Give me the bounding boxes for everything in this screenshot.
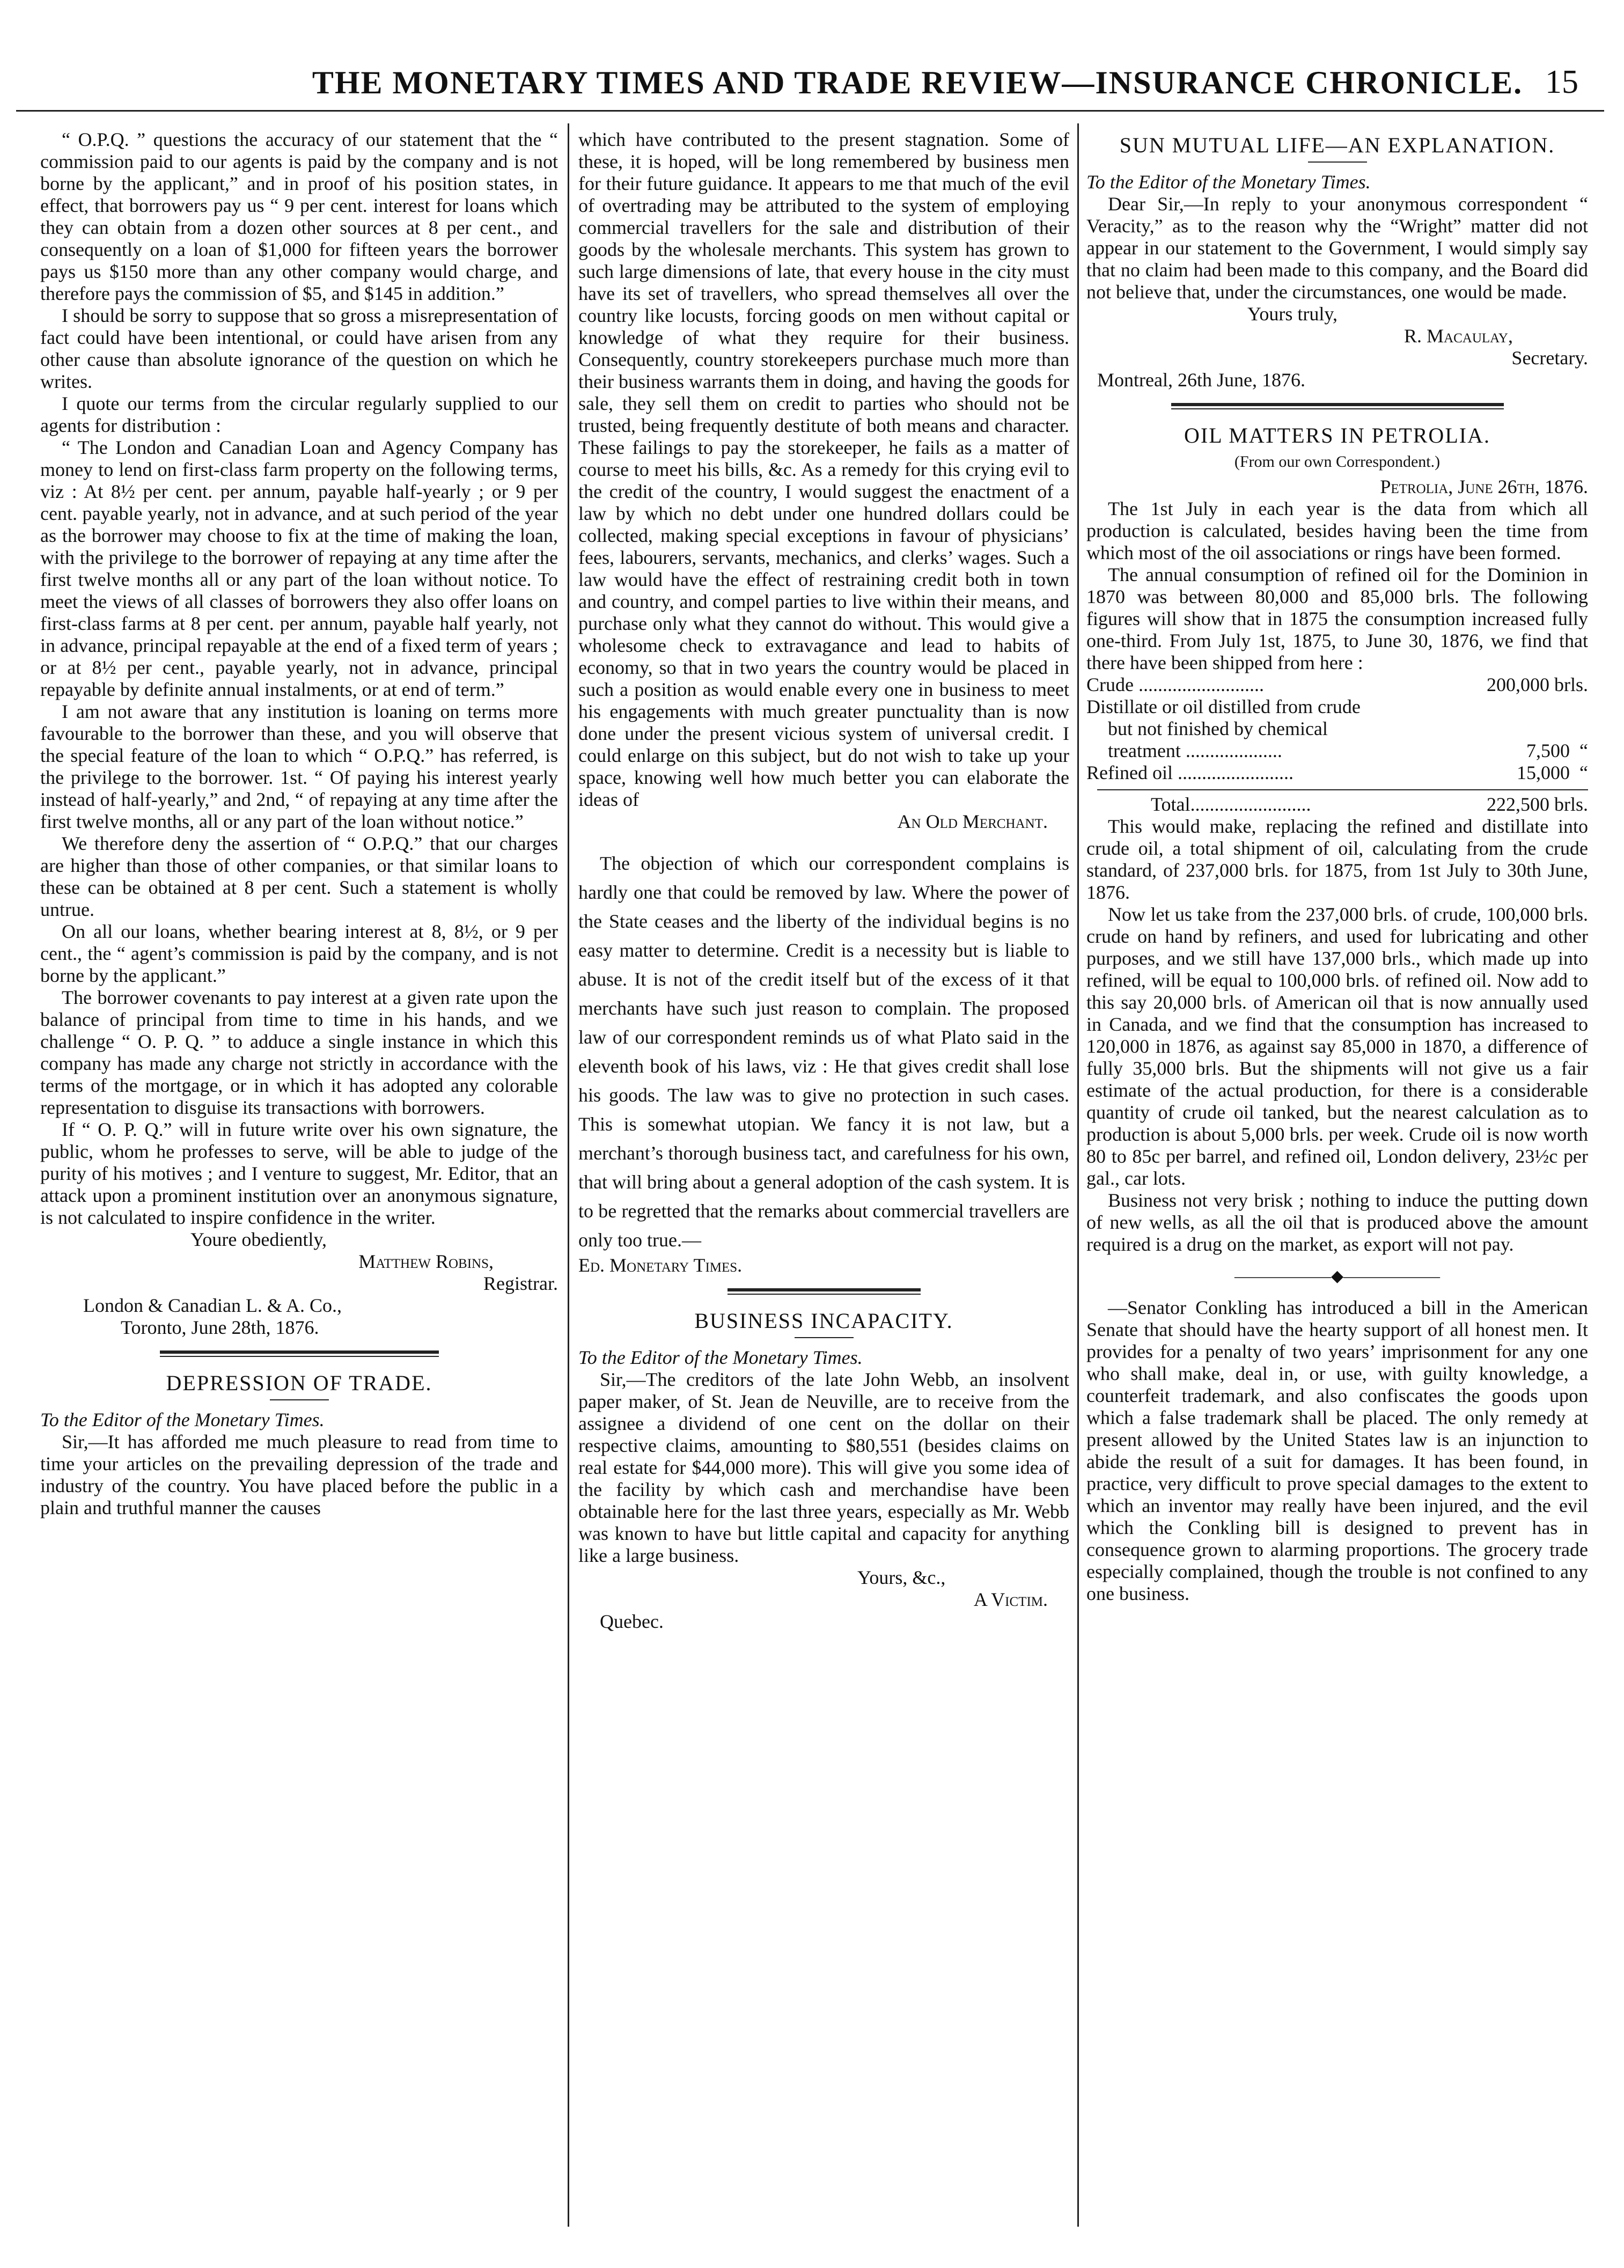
signer-title: Secretary. — [1511, 347, 1588, 369]
table-label: Distillate or oil distilled from crude — [1086, 696, 1361, 717]
place-line: Montreal, 26th June, 1876. — [1097, 369, 1305, 391]
table-row — [1086, 718, 1588, 740]
short-rule — [795, 1337, 854, 1338]
section-rule — [728, 1288, 921, 1295]
column-1 — [40, 129, 558, 1519]
table-value: 200,000 brls. — [1487, 674, 1588, 695]
table-total-row — [1086, 794, 1588, 816]
paragraph: The annual consumption of refined oil for the Dominion in 1870 was between 80,000 and 85,000 brls. The following figures will show that in 1875 the consumption increased fully one-third. From July 1st, 1875, to June 30, 1876, we find that there have been shipped from here : — [1086, 564, 1588, 673]
paragraph: This would make, replacing the refined and distillate into crude oil, a total shipment of oil, calculating from the crude standard, of 237,000 brls. for 1875, from 1st July to 30th June, 1876. — [1086, 816, 1588, 903]
column-divider — [1077, 123, 1079, 2227]
table-row — [1086, 674, 1588, 696]
table-value: 7,500 “ — [1526, 740, 1588, 761]
paragraph: The objection of which our correspondent complains is hardly one that could be removed by law. Where the power of the State ceases and the liberty of the individual begins is no easy matter to determine. Credit is a necessity but is liable to abuse. It is not of the credit itself but of the excess of it that merchants have such just reason to complain. The proposed law of our correspondent reminds us of what Plato said in the eleventh book of his laws, viz : He that gives credit shall lose his goods. The law was to give no protection in such cases. This is somewhat utopian. We fancy it is not law, but a merchant’s thorough business tact, and carefulness for his own, that will bring about a general adoption of the cash system. It is to be regretted that the remarks about commercial travellers are only too true.— — [578, 853, 1069, 1251]
paragraph: Now let us take from the 237,000 brls. of crude, 100,000 brls. crude on hand by refiners, and used for lubricating and other purposes, and we still have 137,000 brls., which made up into refined, will be equal to 100,000 brls. of refined oil. Now add to this say 20,000 brls. of American oil that is now annually used in Canada, and we find that the consumption has increased to 120,000 in 1876, as against say 85,000 in 1870, a difference of fully 35,000 brls. But the shipments will not give us a fair estimate of the actual production, for there is a considerable quantity of crude oil tanked, but the nearest calculation as to production is about 5,000 brls. per week. Crude oil is now worth 80 to 85c per barrel, and refined oil, London delivery, 23½c per gal., car lots. — [1086, 904, 1588, 1189]
paragraph: Sir,—It has afforded me much pleasure to read from time to time your articles on the prevailing depression of the trade and industry of the country. You have placed before the public in a plain and truthful manner the causes — [40, 1431, 558, 1518]
section-rule — [160, 1350, 439, 1357]
signer-title: Registrar. — [483, 1273, 558, 1294]
header-rule — [16, 110, 1604, 112]
dateline: Petrolia, June 26th, 1876. — [1380, 476, 1588, 497]
signer-name: A Victim. — [973, 1589, 1048, 1610]
table-total-label: Total......................... — [1151, 794, 1311, 815]
table-label: Crude .......................... — [1086, 674, 1264, 695]
section-heading: DEPRESSION OF TRADE. — [166, 1371, 432, 1395]
paragraph: The 1st July in each year is the data from which all production is calculated, besides having been the time from which most of the oil associations or rings have been formed. — [1086, 498, 1588, 563]
signer-name: Matthew Robins, — [358, 1251, 494, 1272]
paragraph: I quote our terms from the circular regularly supplied to our agents for distribution : — [40, 393, 558, 436]
table-value: 15,000 “ — [1517, 762, 1588, 783]
correspondent-note: (From our own Correspondent.) — [1234, 453, 1441, 471]
paragraph: Business not very brisk ; nothing to induce the putting down of new wells, as all the oil that is produced above the amount required is a drug on the market, as export will not pay. — [1086, 1190, 1588, 1255]
paragraph: On all our loans, whether bearing interest at 8, 8½, or 9 per cent., the “ agent’s commission is paid by the company, and is not borne by the applicant.” — [40, 921, 558, 986]
paragraph: which have contributed to the present stagnation. Some of these, it is hoped, will be long remembered by business men for their future guidance. It appears to me that much of the evil of overtrading may be attributed to the system of employing commercial travellers for the sale and distribution of their goods by the wholesale merchants. This system has grown to such large dimensions of late, that every house in the city must have its set of travellers, who spread themselves all over the country like locusts, forcing goods on men without capital or knowledge of what they require for their business. Consequently, country storekeepers purchase much more than their business warrants them in doing, and having the goods for sale, they sell them on credit to parties who should not be trusted, being frequently destitute of both means and character. These failings to pay the storekeeper, he fails as a matter of course to meet his bills, &c. As a remedy for this crying evil to the credit of the country, I would suggest the enactment of a law by which no debt under one hundred dollars could be collected, making special exceptions in favour of physicians’ fees, labourers, servants, mechanics, and clerks’ wages. Such a law would have the effect of restraining credit both in town and country, and compel parties to live within their means, and purchase only what they cannot do without. This would give a wholesome check to extravagance and lead to habits of economy, so that in two years the country would be placed in such a position as would enable every one in business to meet his engagements with much greater punctuality than is now done under the present vicious system of universal credit. I could enlarge on this subject, but do not wish to take up your space, knowing well how much better you can elaborate the ideas of — [578, 129, 1069, 810]
section-rule — [1171, 403, 1504, 409]
paragraph: I am not aware that any institution is loaning on terms more favourable to the borrower than these, and you will observe that the special feature of the loan to which “ O.P.Q.” has referred, is the privilege to the borrower. 1st. “ Of paying his interest yearly instead of half-yearly,” and 2nd, “ of repaying at any time after the first twelve months, all or any part of the loan without notice.” — [40, 701, 558, 832]
table-row — [1086, 740, 1588, 762]
section-heading: SUN MUTUAL LIFE—AN EXPLANATION. — [1119, 133, 1555, 157]
column-divider — [568, 123, 569, 2227]
table-label: but not finished by chemical — [1108, 718, 1328, 739]
paragraph: “ The London and Canadian Loan and Agency Company has money to lend on first-class farm property on the following terms, viz : At 8½ per cent. per annum, payable half-yearly ; or 9 per cent. payable yearly, not in advance, and at such period of the year as the borrower may choose to fix at the time of making the loan, with the privilege to the borrower of repaying at any time after the first twelve months all or any part of the loan without notice. To meet the views of all classes of borrowers they also offer loans on first-class farms at 8 per cent. per annum, payable half yearly, not in advance, principal repayable at the end of a fixed term of years ; or at 8½ per cent., payable yearly, not in advance, principal repayable by definite annual instalments, or at end of term.” — [40, 437, 558, 700]
place-line: London & Canadian L. & A. Co., — [83, 1295, 342, 1316]
table-total-value: 222,500 brls. — [1487, 794, 1588, 815]
signer-name: R. Macaulay, — [1404, 325, 1513, 347]
table-row — [1086, 762, 1588, 784]
paragraph: Sir,—The creditors of the late John Webb, an insolvent paper maker, of St. Jean de Neuville, are to receive from the assignee a dividend of one cent on the dollar on their respective claims, amounting to $80,551 (besides claims on real estate for $44,000 more). This will give you some idea of the facility by which cash and merchandise have been obtainable here for the last three years, especially as Mr. Webb was known to have but little capital and capacity for anything like a large business. — [578, 1369, 1069, 1566]
signer-name: An Old Merchant. — [897, 811, 1048, 832]
editor-signature: Ed. Monetary Times. — [578, 1254, 743, 1276]
to-editor-line: To the Editor of the Monetary Times. — [1086, 171, 1371, 193]
paragraph: I should be sorry to suppose that so gross a misrepresentation of fact could have been intentional, or could have arisen from any other cause than absolute ignorance of the question on which he writes. — [40, 305, 558, 392]
paragraph: “ O.P.Q. ” questions the accuracy of our statement that the “ commission paid to our agents is paid by the company and is not borne by the applicant,” and in proof of his position states, in effect, that borrowers pay us “ 9 per cent. interest for loans which they can obtain from a dozen other sources at 8 per cent., and consequently on a loan of $1,000 for fifteen years the borrower pays us $150 more than any other company would charge, and therefore pays the commission of $5, and $145 in addition.” — [40, 129, 558, 304]
table-label: treatment .................... — [1108, 740, 1282, 761]
closing: Yours truly, — [1247, 303, 1338, 325]
paragraph: If “ O. P. Q.” will in future write over his own signature, the public, whom he professes to serve, will be able to judge of the purity of his motives ; and I venture to suggest, Mr. Editor, that an attack upon a prominent institution over an anonymous signature, is not calculated to inspire confidence in the writer. — [40, 1119, 558, 1228]
table-row — [1086, 696, 1588, 718]
column-3 — [1086, 129, 1588, 1605]
section-heading: OIL MATTERS IN PETROLIA. — [1184, 423, 1490, 447]
to-editor-line: To the Editor of the Monetary Times. — [40, 1409, 325, 1430]
paragraph: —Senator Conkling has introduced a bill in the American Senate that should have the hearty support of all honest men. It provides for a penalty of two years’ imprisonment for any one who shall make, deal in, or use, with guilty knowledge, a counterfeit trademark, and also confiscates the goods upon which a false trademark shall be placed. The only remedy at present allowed by the United States law is an injunction to abide the result of a suit for damages. It has been found, in practice, very difficult to prove special damages to the extent to which an inventor may really have been injured, and the evil which the Conkling bill is designed to prevent has in consequence grown to alarming proportions. The grocery trade especially complained, though the trouble is not confined to any one business. — [1086, 1297, 1588, 1604]
paragraph: Dear Sir,—In reply to your anonymous correspondent “ Veracity,” as to the reason why the “Wright” matter did not appear in our statement to the Government, I would simply say that no claim had been made to this company, and the Board did not believe that, under the circumstances, one would be made. — [1086, 193, 1588, 303]
column-2 — [578, 129, 1069, 1633]
total-rule — [1097, 789, 1588, 790]
place-line: Quebec. — [600, 1611, 664, 1632]
shipment-table — [1086, 674, 1588, 816]
page-number: 15 — [1545, 64, 1578, 100]
page-header-title: THE MONETARY TIMES AND TRADE REVIEW—INSURANCE CHRONICLE. — [312, 65, 1523, 100]
section-heading: BUSINESS INCAPACITY. — [694, 1309, 953, 1333]
date-line: Toronto, June 28th, 1876. — [121, 1317, 319, 1338]
closing: Yours, &c., — [857, 1567, 946, 1588]
paragraph: The borrower covenants to pay interest at a given rate upon the balance of principal from time to time in his hands, and we challenge “ O. P. Q. ” to adduce a single instance in which this company has made any charge not strictly in accordance with the terms of the mortgage, or in which it has adopted any colorable representation to disguise its transactions with borrowers. — [40, 987, 558, 1118]
closing: Youre obediently, — [190, 1229, 327, 1250]
table-label: Refined oil ........................ — [1086, 762, 1294, 783]
short-rule — [1308, 162, 1367, 163]
short-rule — [270, 1399, 329, 1400]
to-editor-line: To the Editor of the Monetary Times. — [578, 1347, 863, 1368]
paragraph: We therefore deny the assertion of “ O.P.Q.” that our charges are higher than those of other companies, or that similar loans to these can be obtained at 8 per cent. Such a statement is wholly untrue. — [40, 833, 558, 920]
ornament-divider: ——————◆—————— — [1234, 1267, 1441, 1285]
